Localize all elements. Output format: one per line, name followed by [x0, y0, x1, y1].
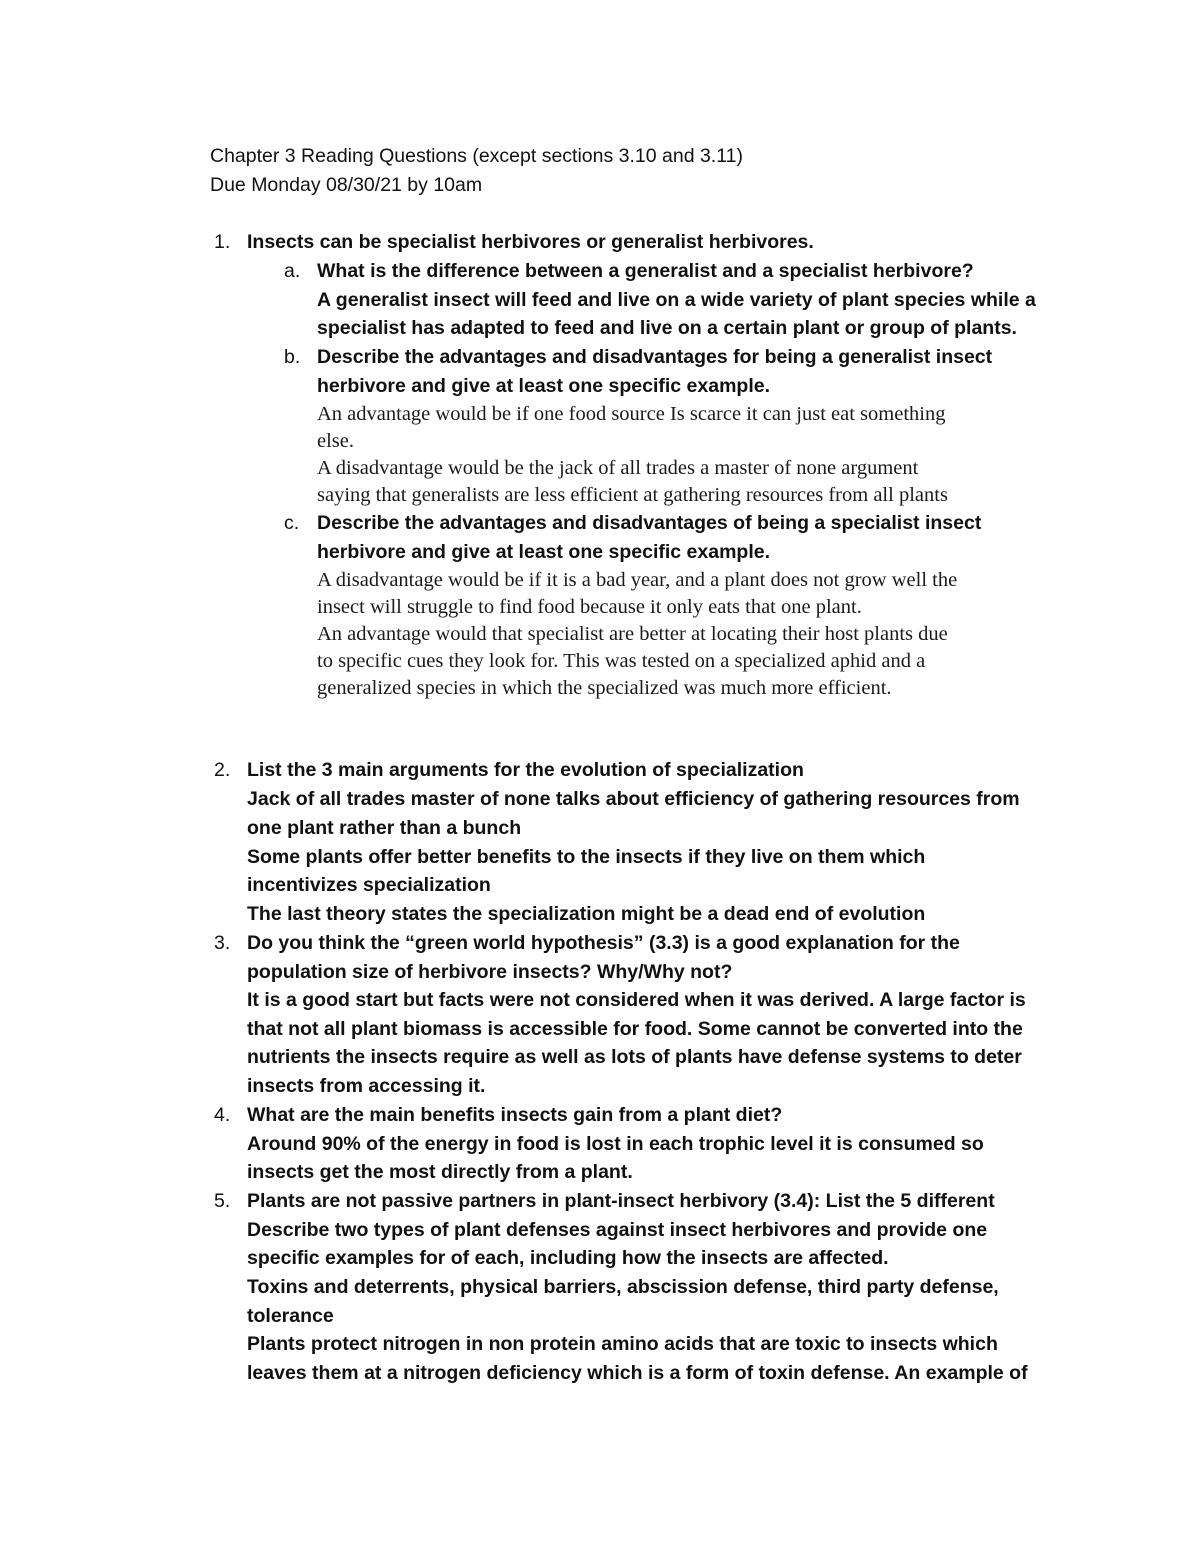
- subquestion-marker: a.: [284, 260, 301, 282]
- subquestion-text: Describe the advantages and disadvantages for being a generalist insect: [317, 346, 993, 368]
- subquestion-marker: c.: [284, 512, 300, 534]
- question-text: Do you think the “green world hypothesis” (3.3) is a good explanation for the: [247, 932, 960, 954]
- subquestion-text: What is the difference between a generalist and a specialist herbivore?: [317, 260, 974, 282]
- answer-line: Plants protect nitrogen in non protein amino acids that are toxic to insects which: [247, 1333, 998, 1355]
- answer-line: tolerance: [247, 1305, 334, 1327]
- answer-line: Around 90% of the energy in food is lost in each trophic level it is consumed so: [247, 1133, 984, 1155]
- answer-line: insect will struggle to find food because it only eats that one plant.: [317, 596, 862, 618]
- answer-line: The last theory states the specialization might be a dead end of evolution: [247, 903, 926, 925]
- question-text: specific examples for of each, including how the insects are affected.: [247, 1247, 889, 1269]
- answer-line: generalized species in which the specialized was much more efficient.: [317, 677, 892, 699]
- question-text: population size of herbivore insects? Why/Why not?: [247, 961, 733, 983]
- document-title: Chapter 3 Reading Questions (except sections 3.10 and 3.11): [210, 145, 743, 167]
- due-date: Due Monday 08/30/21 by 10am: [210, 174, 483, 196]
- question-number: 3.: [214, 932, 231, 954]
- answer-line: insects from accessing it.: [247, 1075, 486, 1097]
- answer-line: that not all plant biomass is accessible for food. Some cannot be converted into the: [247, 1018, 1023, 1040]
- answer-line: Toxins and deterrents, physical barriers, abscission defense, third party defense,: [247, 1276, 999, 1298]
- answer-line: An advantage would be if one food source Is scarce it can just eat something: [317, 403, 946, 425]
- answer-line: saying that generalists are less efficient at gathering resources from all plants: [317, 484, 948, 506]
- question-text: List the 3 main arguments for the evolution of specialization: [247, 759, 804, 781]
- question-text: What are the main benefits insects gain from a plant diet?: [247, 1104, 783, 1126]
- answer-line: A disadvantage would be the jack of all trades a master of none argument: [317, 457, 919, 479]
- subquestion-text: Describe the advantages and disadvantages of being a specialist insect: [317, 512, 982, 534]
- answer-line: one plant rather than a bunch: [247, 817, 522, 839]
- question-number: 4.: [214, 1104, 231, 1126]
- answer-line: It is a good start but facts were not considered when it was derived. A large factor is: [247, 989, 1026, 1011]
- answer-line: A generalist insect will feed and live on a wide variety of plant species while a: [317, 289, 1036, 311]
- question-text: Describe two types of plant defenses against insect herbivores and provide one: [247, 1219, 988, 1241]
- answer-line: leaves them at a nitrogen deficiency which is a form of toxin defense. An example of: [247, 1362, 1028, 1384]
- question-number: 5.: [214, 1190, 231, 1212]
- answer-line: A disadvantage would be if it is a bad year, and a plant does not grow well the: [317, 569, 958, 591]
- answer-line: else.: [317, 430, 354, 452]
- answer-line: incentivizes specialization: [247, 874, 491, 896]
- answer-line: specialist has adapted to feed and live on a certain plant or group of plants.: [317, 317, 1017, 339]
- subquestion-text: herbivore and give at least one specific example.: [317, 375, 771, 397]
- answer-line: insects get the most directly from a plant.: [247, 1161, 633, 1183]
- question-text: Insects can be specialist herbivores or generalist herbivores.: [247, 231, 814, 253]
- answer-line: to specific cues they look for. This was tested on a specialized aphid and a: [317, 650, 926, 672]
- subquestion-marker: b.: [284, 346, 301, 368]
- answer-line: nutrients the insects require as well as lots of plants have defense systems to deter: [247, 1046, 1022, 1068]
- question-text: Plants are not passive partners in plant-insect herbivory (3.4): List the 5 different: [247, 1190, 995, 1212]
- answer-line: An advantage would that specialist are better at locating their host plants due: [317, 623, 948, 645]
- answer-line: Jack of all trades master of none talks about efficiency of gathering resources from: [247, 788, 1020, 810]
- subquestion-text: herbivore and give at least one specific example.: [317, 541, 771, 563]
- question-number: 1.: [214, 231, 231, 253]
- question-number: 2.: [214, 759, 231, 781]
- answer-line: Some plants offer better benefits to the insects if they live on them which: [247, 846, 926, 868]
